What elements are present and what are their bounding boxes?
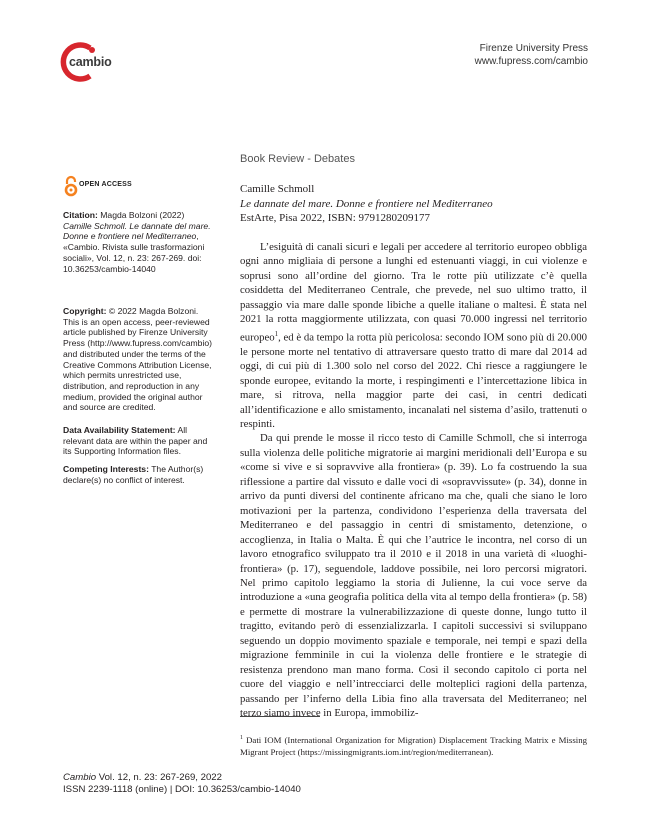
- citation-title: Camille Schmoll. Le dannate del mare. Donne e frontiere nel Mediterraneo: [63, 220, 211, 242]
- page-footer: [63, 772, 301, 797]
- footer-volume: Vol. 12, n. 23: 267-269, 2022: [96, 772, 222, 783]
- footnote-ref[interactable]: 1: [274, 329, 279, 338]
- footer-journal: Cambio: [63, 772, 97, 783]
- open-access-label: OPEN ACCESS: [79, 181, 132, 188]
- competing-interests-label: Competing Interests:: [63, 464, 149, 474]
- footnote-text: Dati IOM (International Organization for Migration) Displacement Tracking Matrix e Missing Migrant Project (https://missingmigrants.iom.int/region/mediterranean).: [240, 734, 587, 757]
- data-availability-text: All relevant data are within the paper and its Supporting Information files.: [63, 425, 208, 457]
- paragraph-2: Da qui prende le mosse il ricco testo di Camille Schmoll, che si interroga sulla violenza delle politiche migratorie ai margini meridionali dell’Europa e su «come si vive e si sopravvive alla frontiera» (p. 39). Lo fa costruendo la sua riflessione a partire dal vissuto e dalle voci di «sopravvissute» (p. 34), donne in arrivo da punti diversi del continente africano ma che, quali che siano le loro motivazioni per la partenza, condividono l’esperienza della traversata del Mediterraneo e del passaggio in centri di smistamento, detenzione, o accoglienza, in Italia o Malta. È qui che l’autrice le incontra, nel corso di un lavoro etnografico sviluppato tra il 2010 e il 2018 in una varietà di «luoghi-frontiera» (p. 17), seguendole, laddove possibile, nei loro percorsi migratori. Nel primo capitolo leggiamo la storia di Julienne, la cui voce serve da introduzione a «una geografia politica della vita al tempo della frontiera» (p. 58) e permette di mostrare la vulnerabilizzazione di queste donne, lungo tutto il tragitto, evitando però di essenzializzarla. I capitoli successivi si sviluppano seguendo un doppio movimento spaziale e temporale, nei tempi e spazi della migrazione femminile in cui la violenza delle frontiere e le strategie di resistenza prendono man mano forma. Così il secondo capitolo ci porta nel cuore del viaggio e nell’intrecciarci delle molteplici ragioni della partenza, passando per l’inferno della Libia fino alla traversata del Mediterraneo; nel terzo siamo invece in Europa, immobiliz-: [240, 432, 587, 720]
- publisher-url[interactable]: www.fupress.com/cambio: [474, 56, 588, 67]
- logo-text: cambio: [69, 55, 112, 69]
- publisher-name: Firenze University Press: [479, 43, 588, 54]
- citation-block: [63, 210, 213, 274]
- footnote-mark: 1: [240, 735, 243, 741]
- publisher-info: [475, 42, 588, 68]
- data-availability-label: Data Availability Statement:: [63, 425, 176, 435]
- paragraph-1a: L’esiguità di canali sicuri e legali per accedere al territorio europeo obbliga ogni anno migliaia di persone a lunghi ed estenuanti viaggi, in cui violenze e soprusi sono all’ordine del giorno. Tra le rotte più utilizzate c’è quella cosiddetta del Mediterraneo Centrale, che prevede, nel suo ultimo tratto, il passaggio via mare dalle sponde libiche a quelle italiane o maltesi. È stata nel 2021 la rotta maggiormente utilizzata, con quasi 70.000 ingressi nel territorio europeo: [240, 241, 587, 344]
- data-availability-block: [63, 425, 213, 457]
- paragraph-1b: , ed è da tempo la rotta più pericolosa: secondo IOM sono più di 20.000 le persone morte nel tentativo di attraversare questo tratto di mare dal 2014 ad oggi, di cui più di 1.300 solo nel corso del 2022. Chi riesce a raggiungere le sponde europee, evitando la morte, i respingimenti e l’intercettazione libica in mare, si ritrova, nella maggior parte dei casi, in centri dedicati all’identificazione e allo smistamento, incanalati nel sistema d’asilo, trattenuti o respinti.: [240, 331, 587, 431]
- copyright-block: [63, 306, 213, 413]
- competing-interests-text: The Author(s) declare(s) no conflict of interest.: [63, 464, 204, 485]
- footer-line-1: [63, 772, 301, 784]
- book-title: Le dannate del mare. Donne e frontiere nel Mediterraneo: [240, 197, 493, 210]
- citation-text-1: Magda Bolzoni (2022): [100, 210, 185, 220]
- citation-text-2: , «Cambio. Rivista sulle trasformazioni sociali», Vol. 12, n. 23: 267-269. doi: 10.36253/cambio-14040: [63, 231, 205, 274]
- copyright-label: Copyright:: [63, 306, 107, 316]
- footnote: [240, 732, 587, 758]
- paragraph-1: [240, 240, 587, 431]
- book-info: [240, 182, 493, 226]
- review-body: [240, 240, 587, 721]
- section-label: Book Review - Debates: [240, 153, 355, 165]
- competing-interests-block: [63, 464, 213, 485]
- book-author: Camille Schmoll: [240, 183, 315, 195]
- footer-line-2: ISSN 2239-1118 (online) | DOI: 10.36253/cambio-14040: [63, 784, 301, 796]
- citation-label: Citation:: [63, 210, 98, 220]
- footnote-divider: [240, 716, 320, 717]
- book-publisher: EstArte, Pisa 2022, ISBN: 9791280209177: [240, 212, 431, 225]
- copyright-text: © 2022 Magda Bolzoni. This is an open access, peer-reviewed article published by Firenze University Press (http://www.fupress.com/cambio) and distributed under the terms of the Creative Commons Attribution License, which permits unrestricted use, distribution, and reproduction in any medium, provided the original author and source are credited.: [63, 306, 213, 413]
